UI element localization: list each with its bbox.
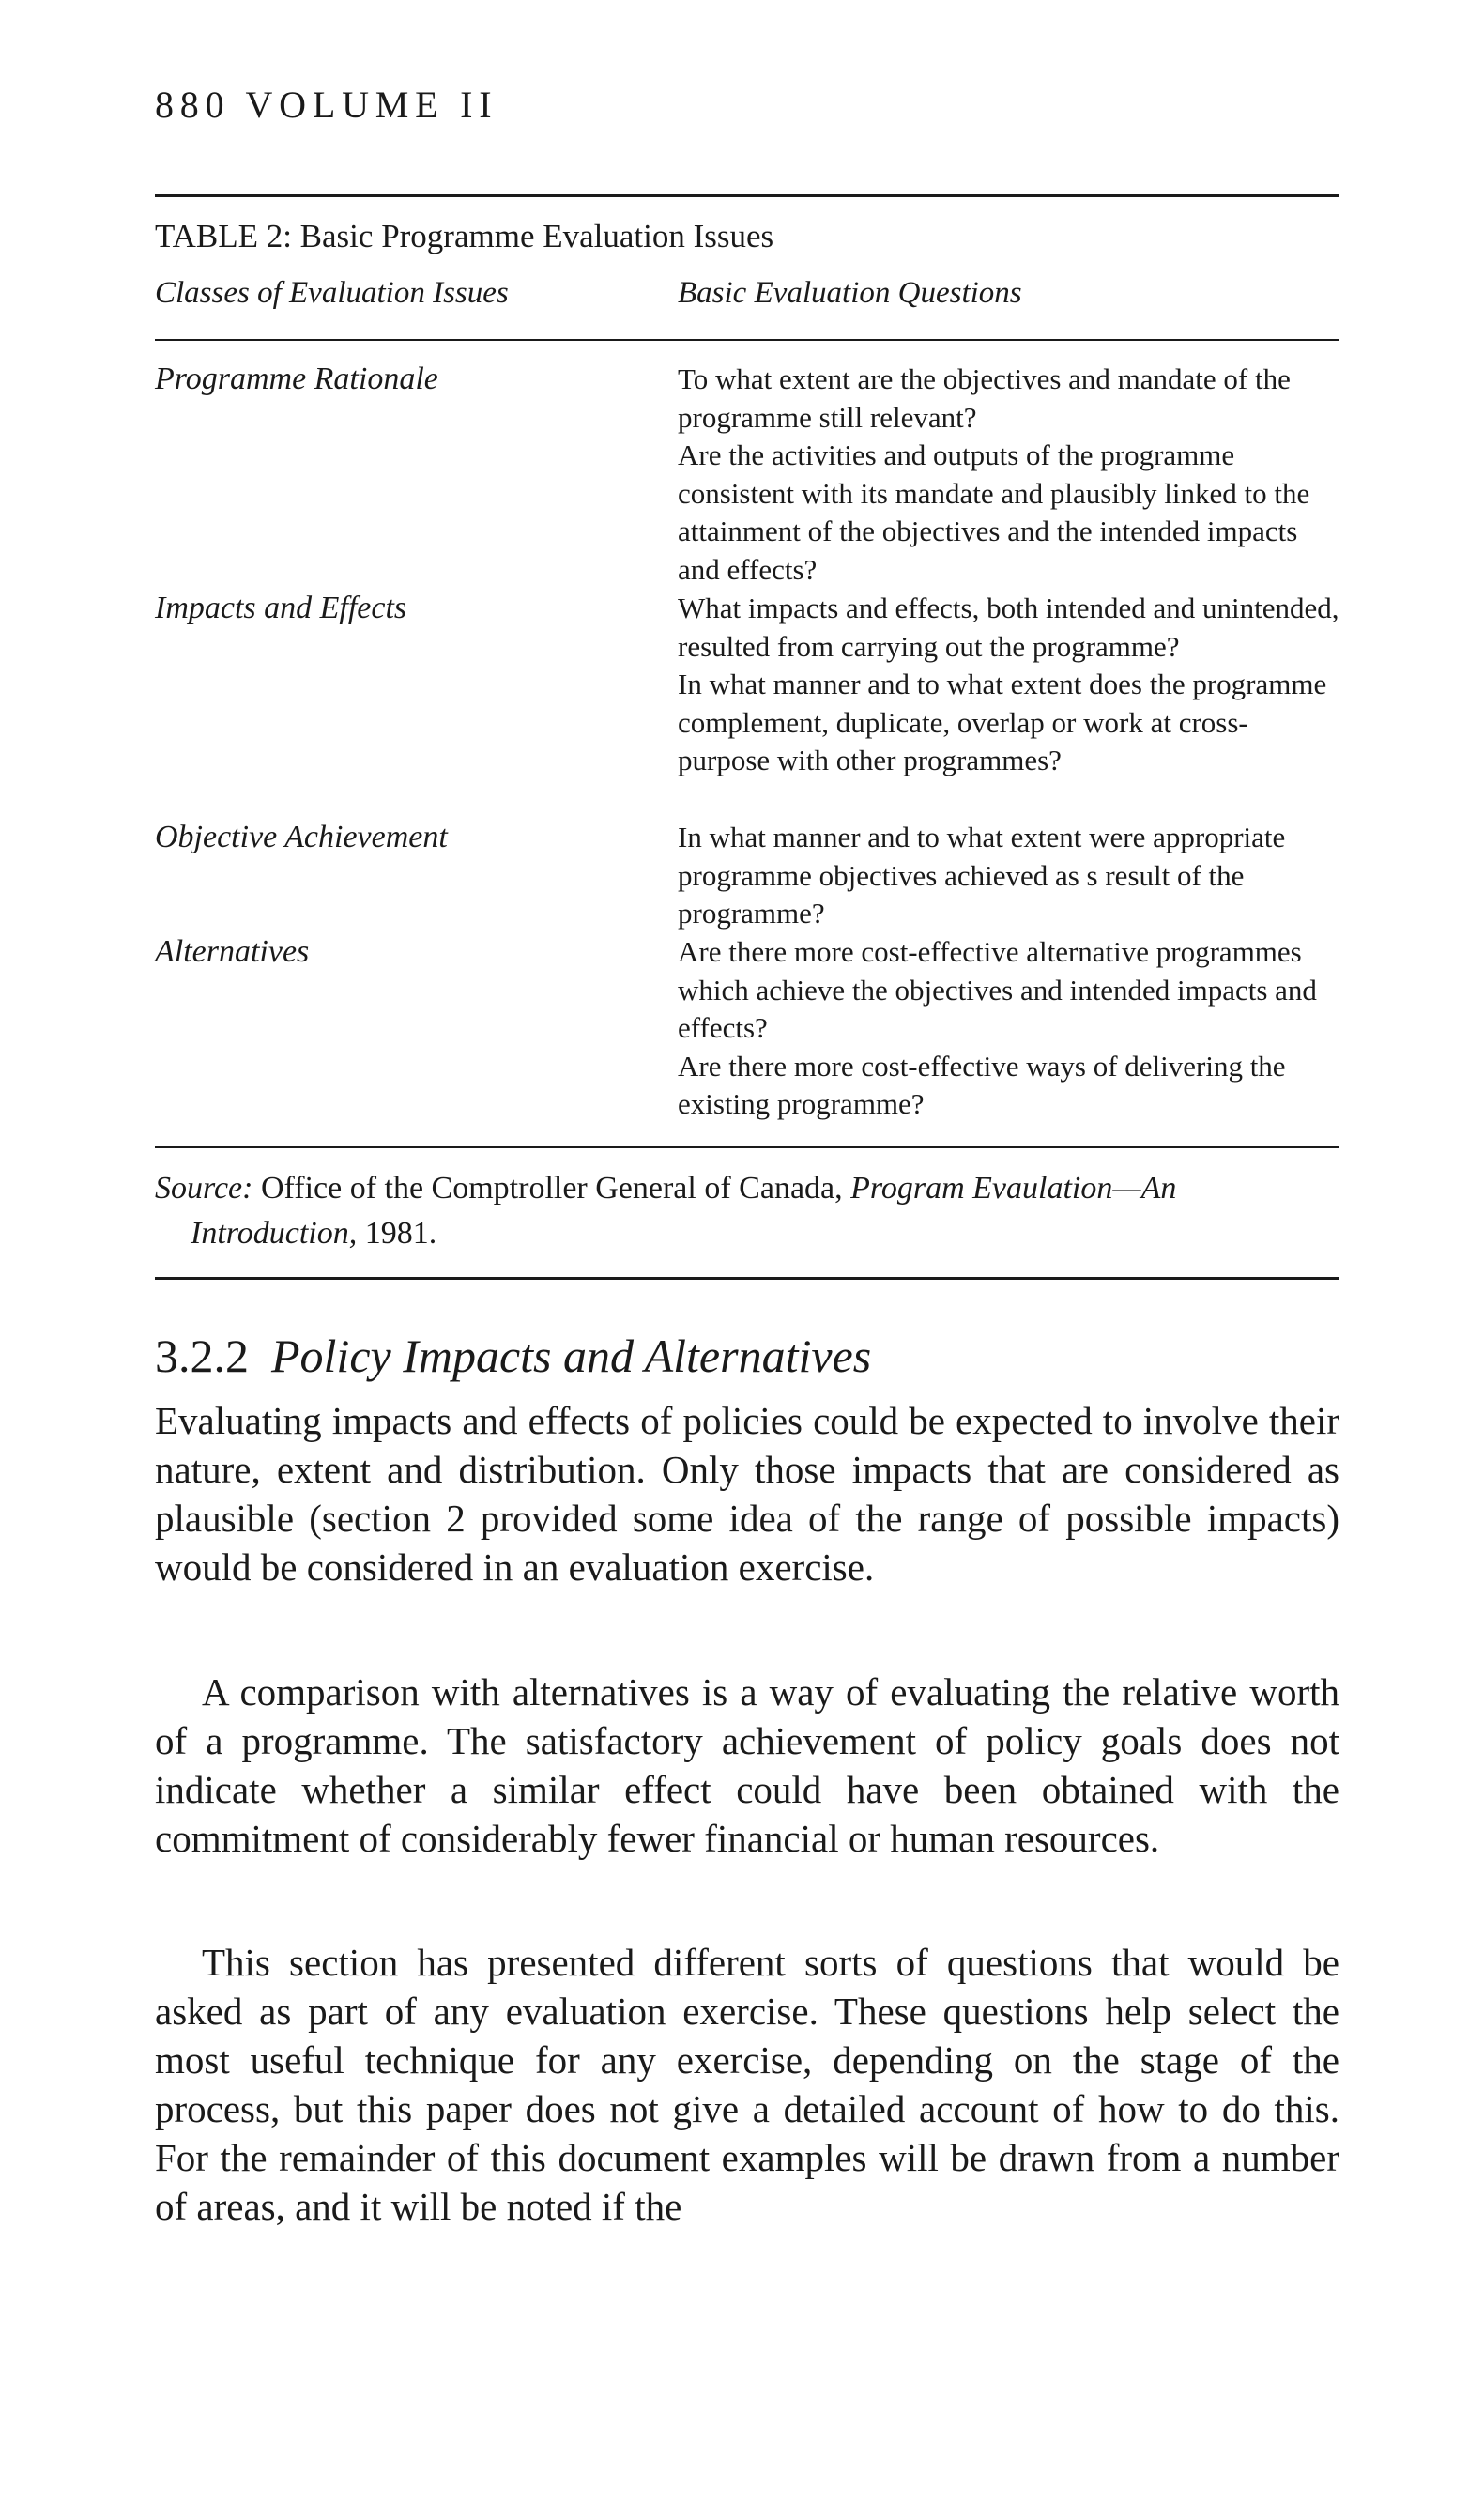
body-paragraph: This section has presented different sorts of questions that would be asked as part of any evaluation exercise. These questions help select the most useful technique for any exercise, depending on the stage of the process, but this paper does not give a detailed account of how to do this. For the remainder of this document examples will be drawn from a number of areas, and it will be noted if the xyxy=(155,1941,1339,2228)
source-title: Program Evaulation—An Introduction, xyxy=(191,1171,1177,1251)
issue-label-objective-achievement: Objective Achievement xyxy=(155,820,448,854)
source-year: 1981. xyxy=(364,1216,437,1251)
issue-label-alternatives: Alternatives xyxy=(155,934,310,969)
table-source-note xyxy=(155,1166,1339,1256)
table-title: TABLE 2: Basic Programme Evaluation Issues xyxy=(155,218,774,254)
section-title: Policy Impacts and Alternatives xyxy=(271,1329,872,1382)
question-text: Are the activities and outputs of the programme consistent with its mandate and plausibly linked to the attainment of the objectives and the intended impacts and effects? xyxy=(678,438,1310,586)
issue-label-impacts-and-effects: Impacts and Effects xyxy=(155,591,407,625)
table-top-rule xyxy=(155,194,1339,197)
section-number: 3.2.2 xyxy=(155,1329,249,1382)
questions-programme-rationale xyxy=(678,361,1339,590)
question-text: What impacts and effects, both intended and unintended, resulted from carrying out the programme? xyxy=(678,592,1339,663)
table-bottom-rule xyxy=(155,1146,1339,1148)
column-header-questions: Basic Evaluation Questions xyxy=(678,276,1022,310)
column-header-issues: Classes of Evaluation Issues xyxy=(155,276,509,310)
question-text: Are there more cost-effective alternative programmes which achieve the objectives and intended impacts and effects? xyxy=(678,935,1317,1045)
question-text: In what manner and to what extent were appropriate programme objectives achieved as s result of the programme? xyxy=(678,821,1286,930)
question-text: Are there more cost-effective ways of delivering the existing programme? xyxy=(678,1049,1286,1121)
source-text: Office of the Comptroller General of Canada, xyxy=(260,1171,843,1206)
question-text: To what extent are the objectives and mandate of the programme still relevant? xyxy=(678,362,1291,434)
questions-alternatives xyxy=(678,933,1339,1124)
body-paragraph: A comparison with alternatives is a way of evaluating the relative worth of a programme. The satisfactory achievement of policy goals does not indicate whether a similar effect could have been obtained with the commitment of considerably fewer financial or human resources. xyxy=(155,1670,1339,1860)
section-divider-rule xyxy=(155,1277,1339,1280)
section-heading xyxy=(155,1328,871,1384)
running-head: 880 VOLUME II xyxy=(155,84,498,126)
issue-label-programme-rationale: Programme Rationale xyxy=(155,361,438,396)
source-label: Source: xyxy=(155,1171,253,1206)
questions-objective-achievement xyxy=(678,819,1339,933)
table-header-rule xyxy=(155,339,1339,341)
body-paragraph: Evaluating impacts and effects of policies could be expected to involve their nature, extent and distribution. Only those impacts that are considered as plausible (section 2 provided some idea of the range of possible impacts) would be considered in an evaluation exercise. xyxy=(155,1399,1339,1589)
question-text: In what manner and to what extent does the programme complement, duplicate, overlap or work at cross-purpose with other programmes? xyxy=(678,668,1327,777)
questions-impacts-and-effects xyxy=(678,590,1339,780)
